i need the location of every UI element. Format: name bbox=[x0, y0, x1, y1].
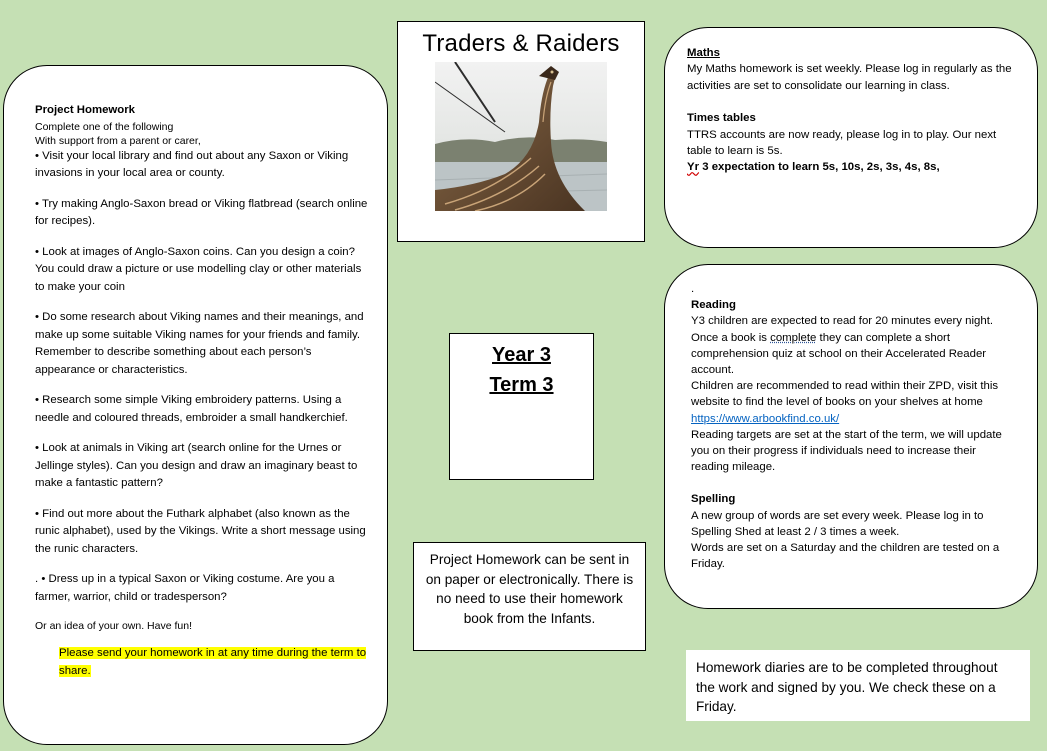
topic-title-box bbox=[397, 21, 645, 242]
spelling-paragraph-2: Words are set on a Saturday and the children are tested on a Friday. bbox=[691, 542, 1000, 571]
year-label: Year 3 bbox=[492, 344, 551, 366]
times-tables-expectation bbox=[687, 159, 1015, 175]
project-title: Project Homework bbox=[35, 104, 136, 116]
expectation-text: 3 expectation to learn 5s, 10s, 2s, 3s, 4s, 8s, bbox=[699, 161, 940, 174]
reading-complete-word: complete bbox=[770, 331, 817, 344]
project-item: • Look at animals in Viking art (search online for the Urnes or Jellinge styles). Can you design and draw an imaginary beast to make a fantastic pattern? bbox=[35, 442, 358, 489]
project-item: • Find out more about the Futhark alphabet (also known as the runic alphabet), used by the Vikings. Write a short message using the runic characters. bbox=[35, 507, 366, 555]
reading-heading: Reading bbox=[691, 299, 736, 312]
reading-paragraph-1 bbox=[691, 313, 1015, 378]
maths-heading: Maths bbox=[687, 47, 720, 59]
viking-longship-image bbox=[435, 62, 607, 211]
year-term-box bbox=[449, 333, 594, 480]
project-item: . • Dress up in a typical Saxon or Viking costume. Are you a farmer, warrior, child or tradesperson? bbox=[35, 573, 335, 603]
project-item: • Try making Anglo-Saxon bread or Viking flatbread (search online for recipes). bbox=[35, 197, 368, 227]
project-item: • Look at images of Anglo-Saxon coins. Can you design a coin? You could draw a picture or use modelling clay or other materials to make your coin bbox=[35, 245, 362, 293]
reading-spelling-panel bbox=[664, 264, 1038, 609]
arbookfind-link[interactable]: https://www.arbookfind.co.uk/ bbox=[691, 412, 840, 425]
project-item: • Visit your local library and find out about any Saxon or Viking invasions in your local area or county. bbox=[35, 149, 349, 179]
times-tables-text: TTRS accounts are now ready, please log in to play. Our next table to learn is 5s. bbox=[687, 128, 997, 158]
term-label: Term 3 bbox=[489, 374, 554, 396]
maths-panel bbox=[664, 27, 1038, 248]
spelling-paragraph-1: A new group of words are set every week. Please log in to Spelling Shed at least 2 / 3 times a week. bbox=[691, 509, 984, 538]
maths-text: My Maths homework is set weekly. Please log in regularly as the activities are set to consolidate our learning in class. bbox=[687, 63, 1012, 92]
project-item: • Research some simple Viking embroidery patterns. Using a needle and coloured threads, embroider a small handkerchief. bbox=[35, 394, 348, 424]
own-idea-text: Or an idea of your own. Have fun! bbox=[35, 620, 193, 632]
project-homework-panel bbox=[3, 65, 388, 745]
submission-note: Project Homework can be sent in on paper or electronically. There is no need to use their homework book from the Infants. bbox=[413, 542, 646, 651]
highlight-text: Please send your homework in at any time during the term to share. bbox=[59, 647, 367, 677]
reading-text: Y3 children are expected to read for 20 minutes every night. Once a book is bbox=[691, 315, 994, 344]
highlight-note bbox=[59, 645, 369, 680]
reading-paragraph-3: Reading targets are set at the start of the term, we will update you on their progress if individuals need to increase their reading mileage. bbox=[691, 428, 1002, 474]
project-support: With support from a parent or carer, bbox=[35, 134, 201, 147]
project-intro: Complete one of the following bbox=[35, 120, 174, 133]
expectation-prefix: Yr bbox=[687, 161, 700, 174]
reading-paragraph-2 bbox=[691, 378, 1015, 427]
reading-text: Children are recommended to read within their ZPD, visit this website to find the level of books on your shelves at home bbox=[691, 380, 999, 409]
times-tables-heading: Times tables bbox=[687, 112, 756, 125]
reading-text: they can complete a short comprehension quiz at school on their Accelerated Reader account. bbox=[691, 331, 987, 377]
topic-title: Traders & Raiders bbox=[422, 30, 620, 57]
stray-dot: . bbox=[691, 283, 695, 295]
spelling-heading: Spelling bbox=[691, 493, 736, 506]
project-item: • Do some research about Viking names and their meanings, and make up some suitable Viking names for your friends and family. Remember to describe something about each person’s appearance or characteristics. bbox=[35, 311, 364, 376]
homework-diary-note: Homework diaries are to be completed throughout the work and signed by you. We check these on a Friday. bbox=[686, 650, 1030, 721]
